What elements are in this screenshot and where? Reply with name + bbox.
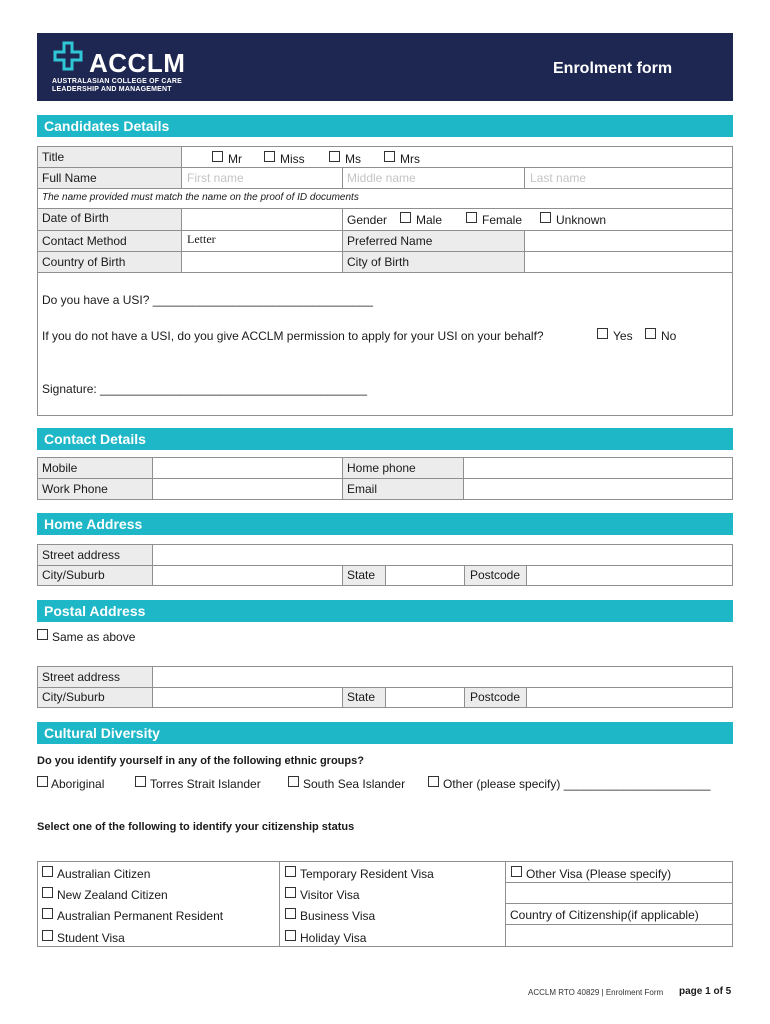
- home-phone-label: Home phone: [347, 461, 416, 475]
- same-as-above-label: Same as above: [52, 630, 136, 644]
- citizen-australian-label: Australian Citizen: [57, 867, 151, 881]
- ethnic-southsea-label: South Sea Islander: [303, 777, 406, 791]
- country-birth-label: Country of Birth: [42, 255, 126, 269]
- postal-state-field[interactable]: [385, 687, 465, 708]
- citizen-nz-checkbox[interactable]: [42, 887, 53, 898]
- city-birth-label: City of Birth: [347, 255, 410, 269]
- postal-state-label: State: [347, 690, 376, 704]
- work-phone-field[interactable]: [152, 478, 343, 500]
- mobile-field[interactable]: [152, 457, 343, 479]
- middle-name-placeholder: Middle name: [347, 171, 416, 185]
- citizen-student-checkbox[interactable]: [42, 930, 53, 941]
- logo-cross-icon: [52, 40, 86, 74]
- citizen-nz-label: New Zealand Citizen: [57, 888, 168, 902]
- home-postcode-field[interactable]: [526, 565, 733, 586]
- visa-other-label: Other Visa (Please specify): [526, 867, 672, 881]
- postal-postcode-label: Postcode: [470, 690, 521, 704]
- visa-business-label: Business Visa: [300, 909, 376, 923]
- first-name-placeholder: First name: [187, 171, 244, 185]
- citizen-australian-checkbox[interactable]: [42, 866, 53, 877]
- usi-question: Do you have a USI? _________________________________: [42, 293, 373, 307]
- home-city-field[interactable]: [152, 565, 343, 586]
- section-cultural-heading: Cultural Diversity: [37, 722, 733, 744]
- home-postcode-label: Postcode: [470, 568, 521, 582]
- home-state-label: State: [347, 568, 376, 582]
- title-label: Title: [42, 150, 65, 164]
- ethnic-question: Do you identify yourself in any of the following ethnic groups?: [37, 755, 364, 767]
- ethnic-torres-checkbox[interactable]: [135, 776, 146, 787]
- gender-female-checkbox[interactable]: [466, 212, 477, 223]
- title-mr-checkbox[interactable]: [212, 151, 223, 162]
- city-birth-field[interactable]: [524, 251, 733, 273]
- ethnic-aboriginal-checkbox[interactable]: [37, 776, 48, 787]
- postal-city-field[interactable]: [152, 687, 343, 708]
- dob-label: Date of Birth: [42, 211, 109, 225]
- postal-street-label: Street address: [42, 670, 121, 684]
- postal-street-field[interactable]: [152, 666, 733, 688]
- dob-field[interactable]: [181, 208, 343, 231]
- citizenship-question: Select one of the following to identify your citizenship status: [37, 821, 355, 833]
- title-ms-checkbox[interactable]: [329, 151, 340, 162]
- usi-permission-question: If you do not have a USI, do you give ACCLM permission to apply for your USI on your behalf?: [42, 329, 544, 343]
- gender-unknown-checkbox[interactable]: [540, 212, 551, 223]
- ethnic-torres-label: Torres Strait Islander: [150, 777, 261, 791]
- mobile-label: Mobile: [42, 461, 78, 475]
- postal-city-label: City/Suburb: [42, 690, 105, 704]
- usi-yes-label: Yes: [613, 329, 633, 343]
- section-candidates-heading: Candidates Details: [37, 115, 733, 137]
- blank-cell: [505, 882, 733, 904]
- title-mrs-label: Mrs: [400, 152, 420, 166]
- email-field[interactable]: [463, 478, 733, 500]
- ethnic-aboriginal-label: Aboriginal: [51, 777, 105, 791]
- usi-no-checkbox[interactable]: [645, 328, 656, 339]
- usi-no-label: No: [661, 329, 677, 343]
- section-postal-heading: Postal Address: [37, 600, 733, 622]
- visa-visitor-label: Visitor Visa: [300, 888, 360, 902]
- home-street-field[interactable]: [152, 544, 733, 566]
- id-note: The name provided must match the name on the proof of ID documents: [42, 192, 359, 203]
- section-contact-heading: Contact Details: [37, 428, 733, 450]
- title-miss-label: Miss: [280, 152, 305, 166]
- home-city-label: City/Suburb: [42, 568, 105, 582]
- contact-method-value: Letter: [187, 232, 216, 246]
- preferred-name-field[interactable]: [524, 230, 733, 252]
- visa-other-checkbox[interactable]: [511, 866, 522, 877]
- page-number: page 1 of 5: [679, 986, 732, 997]
- country-birth-field[interactable]: [181, 251, 343, 273]
- ethnic-other-label: Other (please specify) ______________________: [443, 777, 711, 791]
- section-home-heading: Home Address: [37, 513, 733, 535]
- ethnic-southsea-checkbox[interactable]: [288, 776, 299, 787]
- title-mrs-checkbox[interactable]: [384, 151, 395, 162]
- home-state-field[interactable]: [385, 565, 465, 586]
- title-mr-label: Mr: [228, 152, 242, 166]
- same-as-above-checkbox[interactable]: [37, 629, 48, 640]
- home-phone-field[interactable]: [463, 457, 733, 479]
- preferred-name-label: Preferred Name: [347, 234, 433, 248]
- usi-yes-checkbox[interactable]: [597, 328, 608, 339]
- full-name-label: Full Name: [42, 171, 97, 185]
- visa-temporary-label: Temporary Resident Visa: [300, 867, 434, 881]
- gender-female-label: Female: [482, 213, 523, 227]
- last-name-placeholder: Last name: [530, 171, 587, 185]
- logo-subtitle: AUSTRALASIAN COLLEGE OF CARE LEADERSHIP AND MANAGEMENT: [52, 78, 183, 93]
- contact-method-label: Contact Method: [42, 234, 127, 248]
- citizen-permanent-label: Australian Permanent Resident: [57, 909, 224, 923]
- country-citizenship-label: Country of Citizenship(if applicable): [510, 908, 699, 922]
- gender-male-checkbox[interactable]: [400, 212, 411, 223]
- gender-male-label: Male: [416, 213, 443, 227]
- signature-line[interactable]: Signature: ________________________________________: [42, 382, 367, 396]
- country-citizenship-field[interactable]: [505, 924, 733, 947]
- citizen-permanent-checkbox[interactable]: [42, 908, 53, 919]
- gender-unknown-label: Unknown: [556, 213, 607, 227]
- postal-postcode-field[interactable]: [526, 687, 733, 708]
- visa-holiday-checkbox[interactable]: [285, 930, 296, 941]
- footer-code: ACCLM RTO 40829 | Enrolment Form: [528, 988, 664, 997]
- work-phone-label: Work Phone: [42, 482, 108, 496]
- gender-label: Gender: [347, 213, 388, 227]
- home-street-label: Street address: [42, 548, 121, 562]
- visa-business-checkbox[interactable]: [285, 908, 296, 919]
- title-ms-label: Ms: [345, 152, 361, 166]
- logo-name: ACCLM: [89, 48, 186, 78]
- document-title: Enrolment form: [553, 60, 673, 77]
- ethnic-other-checkbox[interactable]: [428, 776, 439, 787]
- visa-holiday-label: Holiday Visa: [300, 931, 367, 945]
- title-miss-checkbox[interactable]: [264, 151, 275, 162]
- visa-temporary-checkbox[interactable]: [285, 866, 296, 877]
- email-label: Email: [347, 482, 378, 496]
- visa-visitor-checkbox[interactable]: [285, 887, 296, 898]
- citizen-student-label: Student Visa: [57, 931, 125, 945]
